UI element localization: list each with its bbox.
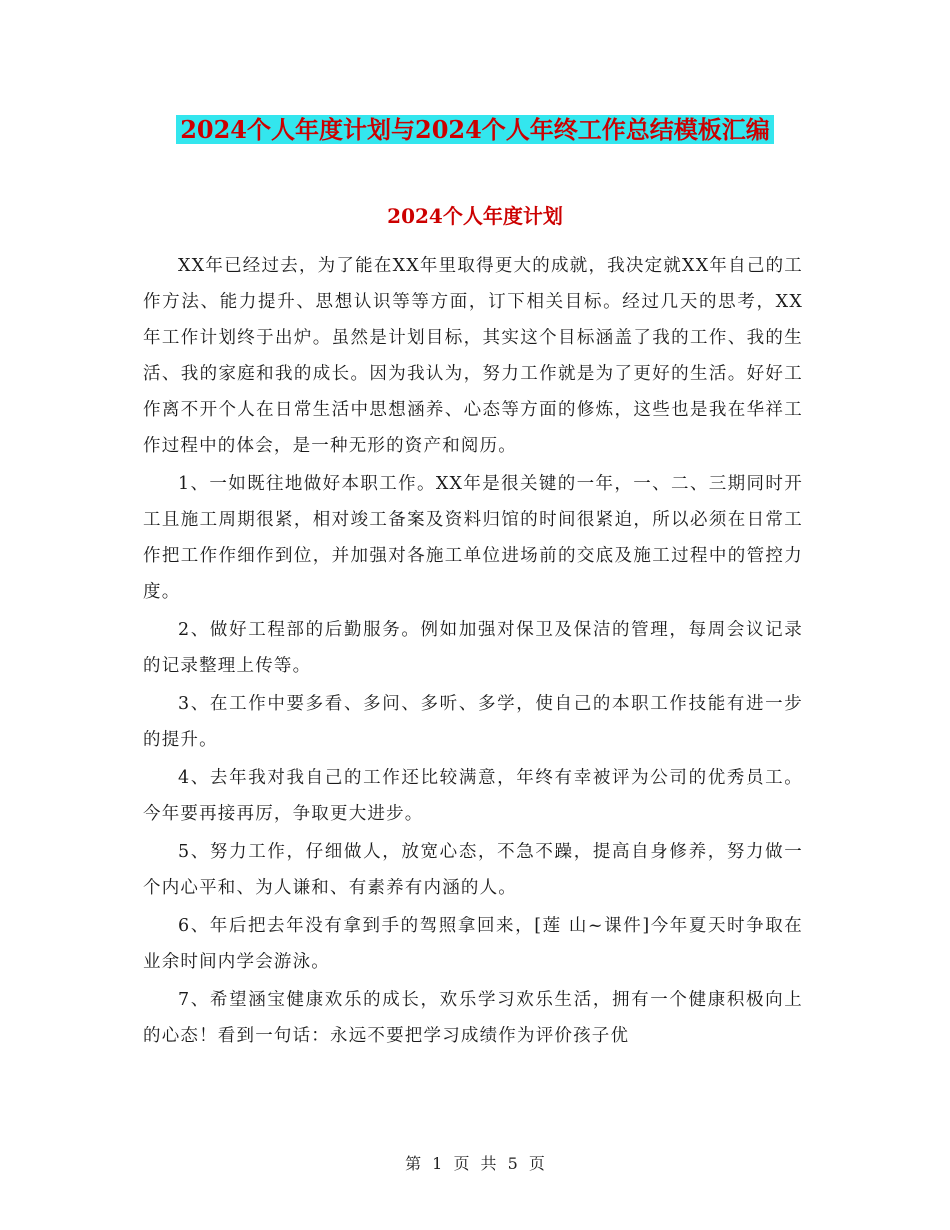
paragraph-item-4: 4、去年我对我自己的工作还比较满意，年终有幸被评为公司的优秀员工。今年要再接再厉，争取更大进步。 (143, 768, 803, 824)
paragraph-item-1: 1、一如既往地做好本职工作。XX年是很关键的一年，一、二、三期同时开工且施工周期很紧，相对竣工备案及资料归馆的时间很紧迫，所以必须在日常工作把工作作细作到位，并加强对各施工单位进场前的交底及施工过程中的管控力度。 (143, 474, 803, 602)
paragraph-item-2: 2、做好工程部的后勤服务。例如加强对保卫及保洁的管理，每周会议记录的记录整理上传等。 (143, 620, 803, 676)
page-footer: 第 1 页 共 5 页 (405, 1154, 545, 1173)
document-body (143, 248, 803, 1056)
document-title-highlight: 2024个人年度计划与2024个人年终工作总结模板汇编 (176, 115, 774, 144)
paragraph-item-7: 7、希望涵宝健康欢乐的成长，欢乐学习欢乐生活，拥有一个健康积极向上的心态！看到一句话：永远不要把学习成绩作为评价孩子优 (143, 990, 803, 1046)
section-title: 2024个人年度计划 (387, 204, 563, 228)
paragraph-item-5: 5、努力工作，仔细做人，放宽心态，不急不躁，提高自身修养，努力做一个内心平和、为人谦和、有素养有内涵的人。 (143, 842, 803, 898)
paragraph-item-3: 3、在工作中要多看、多问、多听、多学，使自己的本职工作技能有进一步的提升。 (143, 694, 803, 750)
paragraph-item-6: 6、年后把去年没有拿到手的驾照拿回来，[莲 山~课件]今年夏天时争取在业余时间内学会游泳。 (143, 916, 803, 972)
paragraph-intro: XX年已经过去，为了能在XX年里取得更大的成就，我决定就XX年自己的工作方法、能力提升、思想认识等等方面，订下相关目标。经过几天的思考，XX年工作计划终于出炉。虽然是计划目标，其实这个目标涵盖了我的工作、我的生活、我的家庭和我的成长。因为我认为，努力工作就是为了更好的生活。好好工作离不开个人在日常生活中思想涵养、心态等方面的修炼，这些也是我在华祥工作过程中的体会，是一种无形的资产和阅历。 (143, 256, 803, 456)
document-title (0, 112, 950, 148)
